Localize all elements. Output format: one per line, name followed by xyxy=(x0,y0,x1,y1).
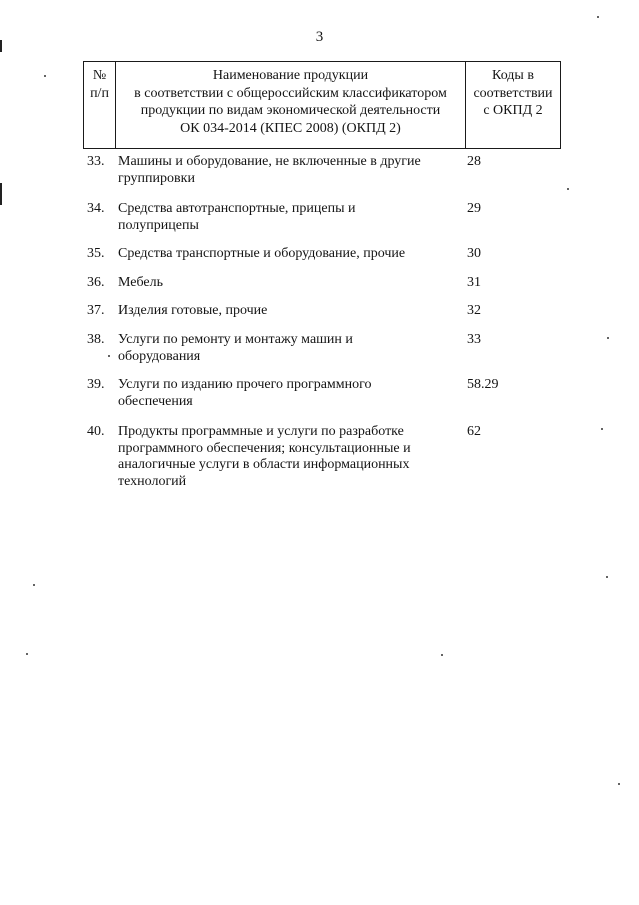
item-name: Услуги по ремонту и монтажу машин и оборудования xyxy=(118,332,353,364)
scan-speck xyxy=(601,428,603,430)
page-number: 3 xyxy=(315,29,324,45)
item-number: 35. xyxy=(87,246,105,261)
item-name: Машины и оборудование, не включенные в другие группировки xyxy=(118,154,421,186)
scan-speck xyxy=(108,355,110,357)
item-name: Изделия готовые, прочие xyxy=(118,303,268,318)
scan-speck xyxy=(567,188,569,190)
item-code: 62 xyxy=(467,424,481,439)
item-name: Мебель xyxy=(118,275,164,290)
scan-mark xyxy=(0,40,2,52)
item-number: 36. xyxy=(87,275,105,290)
item-number: 37. xyxy=(87,303,105,318)
item-code: 28 xyxy=(467,154,481,169)
scan-speck xyxy=(44,75,46,77)
table-header xyxy=(83,61,561,149)
scan-speck xyxy=(597,16,599,18)
item-code: 30 xyxy=(467,246,481,261)
scan-speck xyxy=(607,337,609,339)
header-name-label: Наименование продукции в соответствии с общероссийским классификатором продукции по видам экономической деятельности ОК 034-2014 (КПЕС 2008) (ОКПД 2) xyxy=(134,68,447,136)
scan-speck xyxy=(33,584,35,586)
item-name: Услуги по изданию прочего программного обеспечения xyxy=(118,377,372,409)
item-number: 33. xyxy=(87,154,105,169)
scan-speck xyxy=(441,654,443,656)
item-name: Средства транспортные и оборудование, прочие xyxy=(118,246,406,261)
scan-mark xyxy=(0,183,2,205)
item-number: 38. xyxy=(87,332,105,347)
item-number: 34. xyxy=(87,201,105,216)
header-number-label: № п/п xyxy=(90,68,109,101)
scan-speck xyxy=(26,653,28,655)
scan-speck xyxy=(618,783,620,785)
item-name: Средства автотранспортные, прицепы и полуприцепы xyxy=(118,201,356,233)
item-number: 40. xyxy=(87,424,105,439)
scan-speck xyxy=(606,576,608,578)
item-code: 31 xyxy=(467,275,481,290)
item-code: 33 xyxy=(467,332,481,347)
item-name: Продукты программные и услуги по разработке программного обеспечения; консультационные и аналогичные услуги в области информационных технологий xyxy=(118,424,411,489)
header-number-cell xyxy=(84,62,116,148)
header-code-label: Коды в соответствии с ОКПД 2 xyxy=(473,68,553,118)
item-code: 32 xyxy=(467,303,481,318)
header-name-cell xyxy=(116,62,466,148)
item-code: 58.29 xyxy=(467,377,499,392)
item-code: 29 xyxy=(467,201,481,216)
item-number: 39. xyxy=(87,377,105,392)
header-code-cell xyxy=(466,62,560,148)
